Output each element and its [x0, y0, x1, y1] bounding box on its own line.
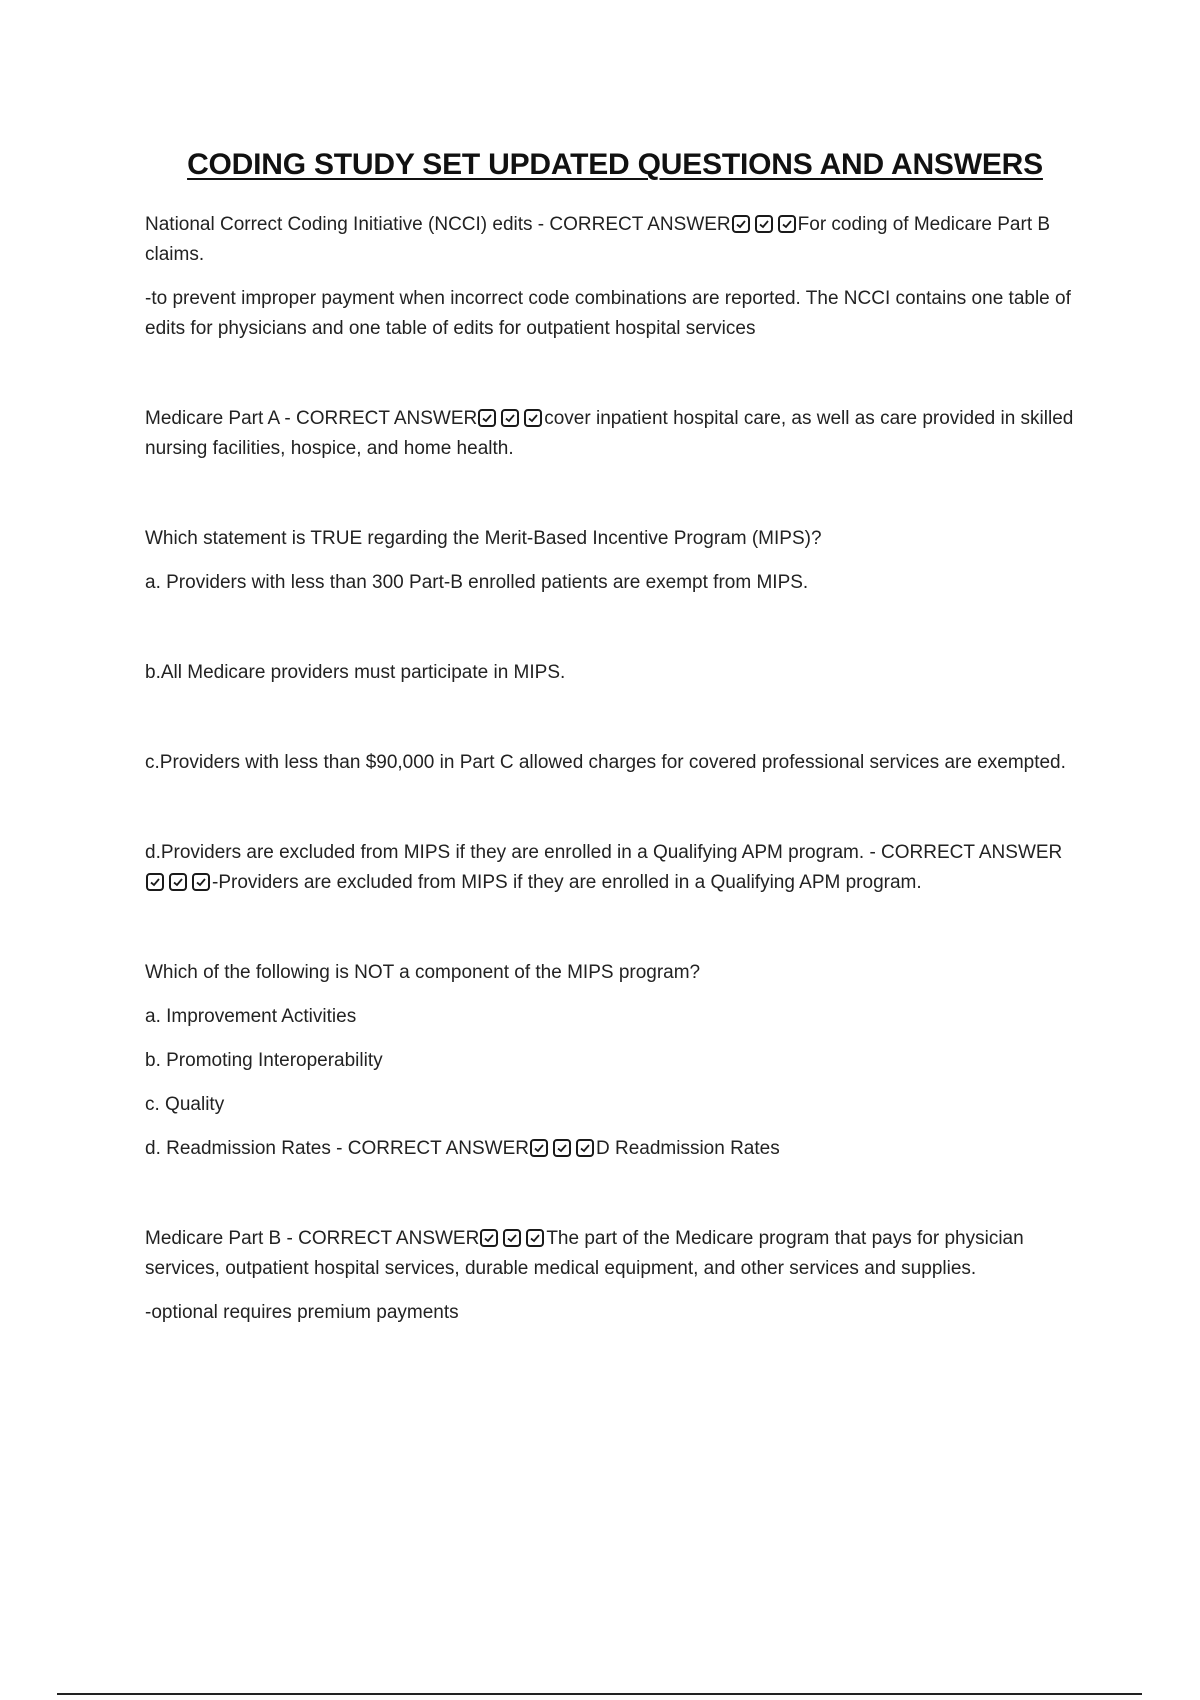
ncci-answer: For coding of Medicare Part B claims.: [145, 214, 1051, 265]
mips2-option-a: a. Improvement Activities: [145, 1006, 357, 1027]
part-b-answer: The part of the Medicare program that pays for physician services, outpatient hospital services, durable medical equipment, and other services and supplies.: [145, 1228, 1024, 1279]
part-b-entry: [145, 1224, 1085, 1284]
mips1-option-d: d.Providers are excluded from MIPS if they are enrolled in a Qualifying APM program. - CORRECT ANSWER: [145, 842, 1063, 863]
answer-checkmarks: [146, 873, 210, 891]
mips1-answer: -Providers are excluded from MIPS if they are enrolled in a Qualifying APM program.: [212, 872, 922, 893]
mips2-option-b: b. Promoting Interoperability: [145, 1050, 383, 1071]
checkbox-check-icon: [524, 409, 542, 427]
mips1-option-b: b.All Medicare providers must participate in MIPS.: [145, 662, 566, 683]
part-a-answer: cover inpatient hospital care, as well as care provided in skilled nursing facilities, hospice, and home health.: [145, 408, 1074, 459]
footer-divider: [57, 1693, 1142, 1695]
mips2-option-d-entry: [145, 1134, 1085, 1164]
mips2-option-d: d. Readmission Rates - CORRECT ANSWER: [145, 1138, 529, 1159]
mips2-answer: D Readmission Rates: [595, 1138, 780, 1159]
document-body: [145, 210, 1085, 1328]
ncci-term: National Correct Coding Initiative (NCCI) edits - CORRECT ANSWER: [145, 214, 731, 235]
checkbox-check-icon: [526, 1229, 544, 1247]
checkbox-check-icon: [501, 409, 519, 427]
checkbox-check-icon: [576, 1139, 594, 1157]
checkbox-check-icon: [478, 409, 496, 427]
checkbox-check-icon: [192, 873, 210, 891]
checkbox-check-icon: [146, 873, 164, 891]
answer-checkmarks: [480, 1229, 544, 1247]
part-b-term: Medicare Part B - CORRECT ANSWER: [145, 1228, 480, 1249]
part-a-entry: [145, 404, 1085, 464]
answer-checkmarks: [732, 215, 796, 233]
mips2-option-c: c. Quality: [145, 1094, 225, 1115]
document-title: CODING STUDY SET UPDATED QUESTIONS AND ANSWERS: [187, 148, 1043, 181]
checkbox-check-icon: [530, 1139, 548, 1157]
checkbox-check-icon: [778, 215, 796, 233]
ncci-entry: [145, 210, 1085, 270]
checkbox-check-icon: [755, 215, 773, 233]
ncci-note: -to prevent improper payment when incorrect code combinations are reported. The NCCI contains one table of edits for physicians and one table of edits for outpatient hospital services: [145, 288, 1071, 339]
checkbox-check-icon: [732, 215, 750, 233]
checkbox-check-icon: [169, 873, 187, 891]
checkbox-check-icon: [503, 1229, 521, 1247]
mips1-option-d-entry: [145, 838, 1085, 898]
mips1-option-c: c.Providers with less than $90,000 in Part C allowed charges for covered professional services are exempted.: [145, 752, 1066, 773]
part-b-note: -optional requires premium payments: [145, 1302, 459, 1323]
part-a-term: Medicare Part A - CORRECT ANSWER: [145, 408, 478, 429]
answer-checkmarks: [478, 409, 542, 427]
mips1-option-a: a. Providers with less than 300 Part-B enrolled patients are exempt from MIPS.: [145, 572, 809, 593]
mips1-question: Which statement is TRUE regarding the Merit-Based Incentive Program (MIPS)?: [145, 528, 822, 549]
checkbox-check-icon: [553, 1139, 571, 1157]
answer-checkmarks: [530, 1139, 594, 1157]
mips2-question: Which of the following is NOT a component of the MIPS program?: [145, 962, 701, 983]
checkbox-check-icon: [480, 1229, 498, 1247]
